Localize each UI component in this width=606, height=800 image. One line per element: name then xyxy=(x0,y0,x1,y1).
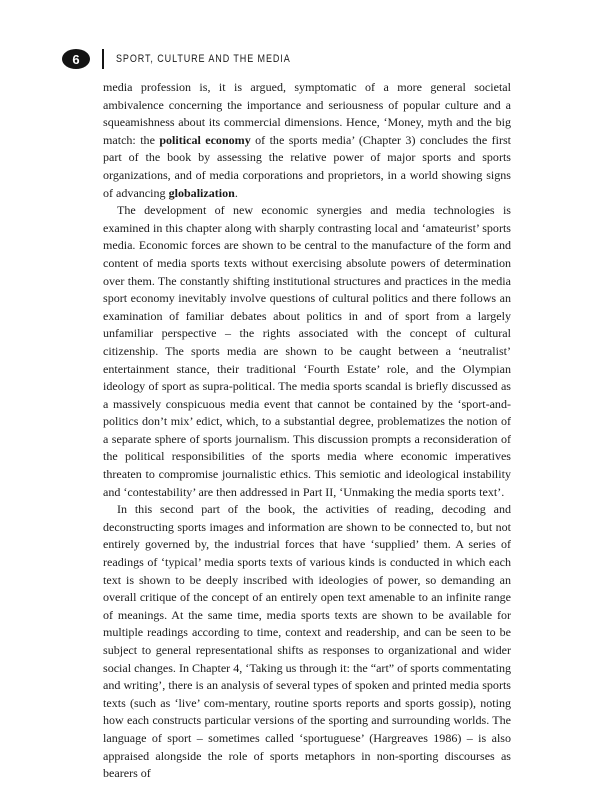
paragraph-2 xyxy=(103,202,511,501)
running-head: SPORT, CULTURE AND THE MEDIA xyxy=(116,53,291,65)
header-divider xyxy=(102,49,104,69)
paragraph-text: The development of new economic synergies and media technologies is examined in this chapter along with sharply contrasting local and ‘amateurist’ sports media. Economic forces are shown to be central to the manufacture of the form and content of media sports texts without exercising absolute powers of determination over them. The constantly shifting institutional structures and practices in the media sport economy inevitably involve questions of cultural politics and there follows an examination of familiar debates about politics in and of sport from a largely unfamiliar perspective – the rights associated with the concept of cultural citizenship. The sports media are shown to be caught between a ‘neutralist’ entertainment stance, their traditional ‘Fourth Estate’ role, and the Olympian ideology of sport as supra-political. The media sports scandal is briefly discussed as a massively conspicuous media event that cannot be contained by the ‘sport-and-politics don’t mix’ edict, which, to a substantial degree, problematizes the notion of a separate sphere of sports journalism. This discussion prompts a reconsideration of the political responsibilities of the sports media where economic imperatives threaten to compromise journalistic ethics. This semiotic and ideological instability and ‘contestability’ are then addressed in Part II, ‘Unmaking the media sports text’. xyxy=(103,203,511,499)
page-header xyxy=(62,47,542,71)
paragraph-text: . xyxy=(234,185,238,200)
paragraph-text: media profession is, it is argued, symptomatic of a more general societal ambivalence concerning the importance and seriousness of popular culture and a squeamishness about its commercial dimensions. Hence, ‘Money, myth and the big match: the xyxy=(103,80,511,147)
keyword-globalization: globalization xyxy=(168,185,235,200)
paragraph-text: In this second part of the book, the activities of reading, decoding and deconstructing sports images and information are shown to be connected to, but not entirely governed by, the industrial forces that have ‘supplied’ them. A series of readings of ‘typical’ media sports texts of various kinds is conducted in which each text is shown to be deeply inscribed with ideologies of power, so demanding an overall critique of the concept of an entirely open text amenable to an infinite range of meanings. At the same time, media sports texts are shown to be available for multiple readings according to time, context and readership, and can be seen to be subject to general representational shifts as responses to organizational and wider social changes. In Chapter 4, ‘Taking us through it: the “art” of sports commentating and writing’, there is an analysis of several types of spoken and printed media sports texts (such as ‘live’ com-mentary, routine sports reports and sports gossip), noting how each constructs particular versions of the sporting and surrounding worlds. The language of sport – sometimes called ‘sportuguese’ (Hargreaves 1986) – is also appraised alongside the role of sports metaphors in non-sporting discourses as bearers of xyxy=(103,502,511,781)
keyword-political-economy: political economy xyxy=(159,132,251,147)
paragraph-text: of the sports media’ (Chapter 3) concludes the first part of the book by assessing the relative power of major sports and sports organizations, and of media corporations and proprietors, in a world showing signs of advancing xyxy=(103,132,511,200)
body-text xyxy=(103,79,511,783)
page-number-badge xyxy=(62,49,90,69)
paragraph-3 xyxy=(103,501,511,783)
paragraph-1 xyxy=(103,79,511,202)
page-number: 6 xyxy=(72,51,80,67)
